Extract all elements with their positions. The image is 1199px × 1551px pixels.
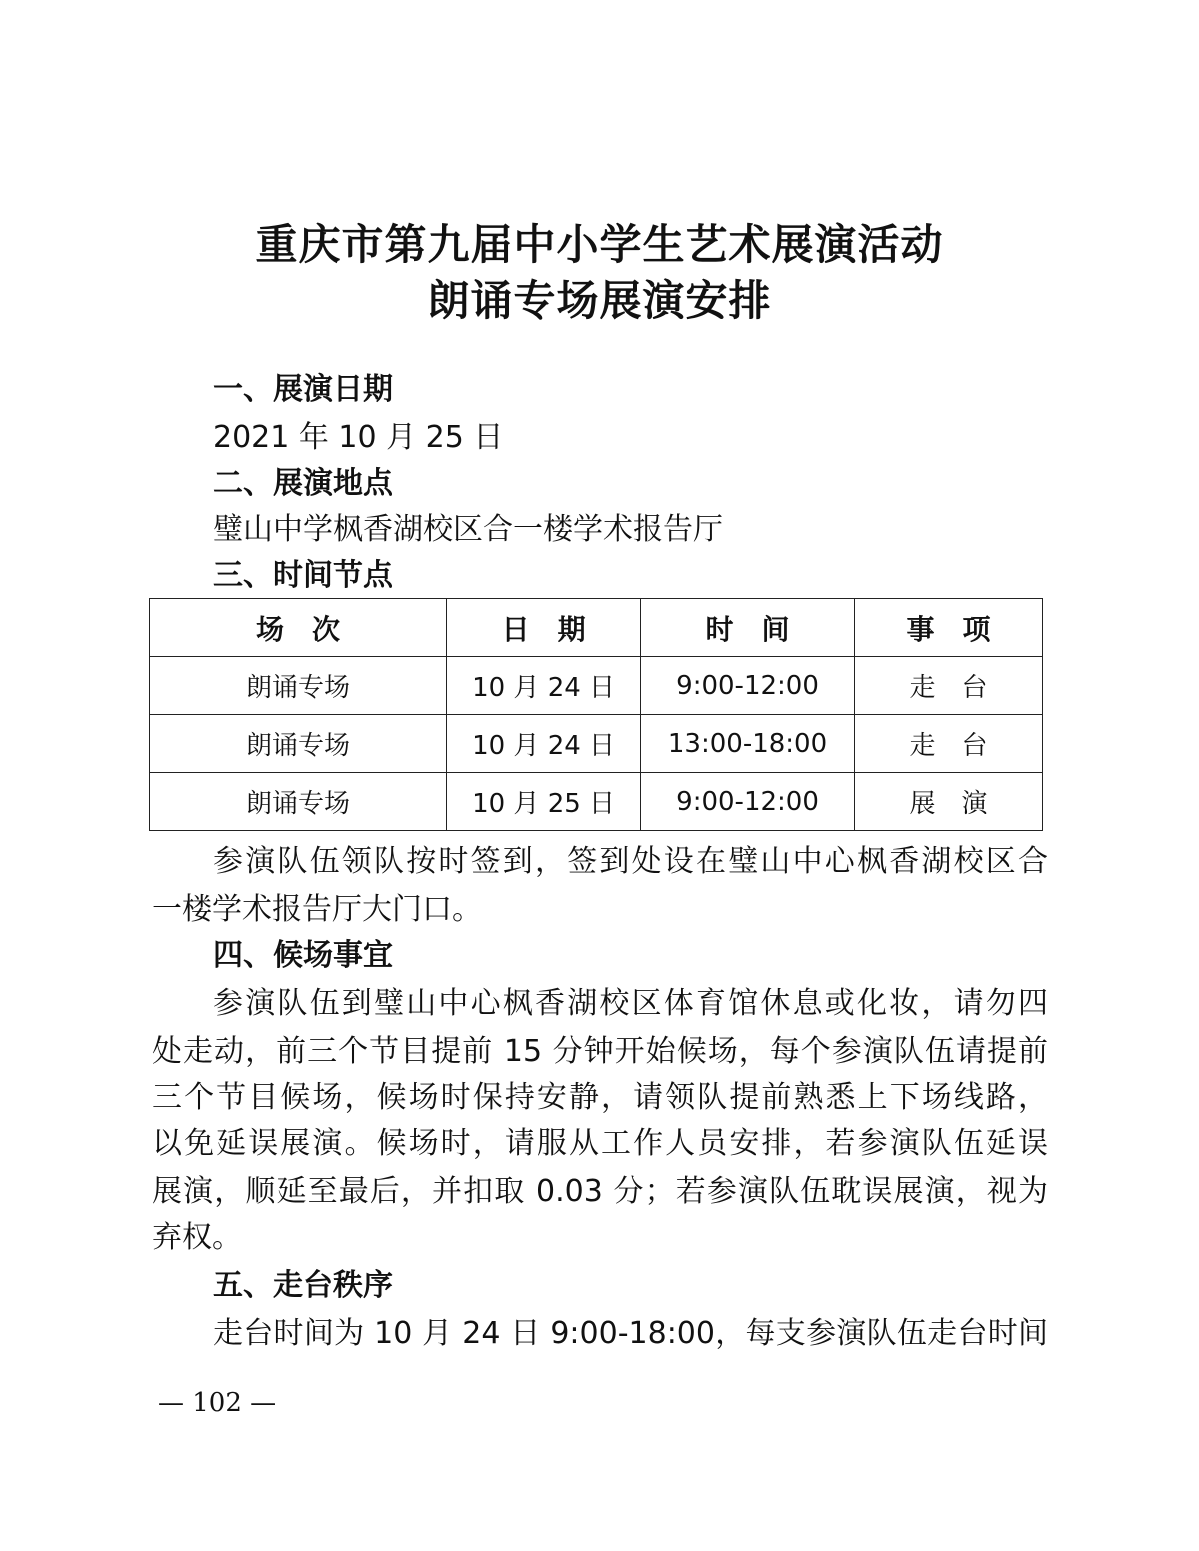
page-number: — 102 — (158, 1388, 277, 1418)
section-4-line6: 弃权。 (152, 1220, 242, 1255)
section-4-line5: 展演，顺延至最后，并扣取 0.03 分；若参演队伍耽误展演，视为 (152, 1174, 1048, 1209)
section-4-line4: 以免延误展演。候场时，请服从工作人员安排，若参演队伍延误 (152, 1126, 1048, 1161)
section-4-line2: 处走动，前三个节目提前 15 分钟开始候场，每个参演队伍请提前 (152, 1034, 1048, 1069)
section-1-heading: 一、展演日期 (213, 372, 393, 407)
table-cell: 朗诵专场 (150, 657, 447, 715)
table-cell: 走 台 (855, 657, 1043, 715)
table-cell: 走 台 (855, 715, 1043, 773)
table-row (150, 657, 1043, 715)
section-2-body: 璧山中学枫香湖校区合一楼学术报告厅 (213, 512, 723, 547)
table-cell: 13:00-18:00 (641, 715, 855, 773)
section-5-heading: 五、走台秩序 (213, 1268, 393, 1303)
section-4-line1: 参演队伍到璧山中心枫香湖校区体育馆休息或化妆，请勿四 (213, 986, 1048, 1021)
section-4-line3: 三个节目候场，候场时保持安静，请领队提前熟悉上下场线路， (152, 1080, 1048, 1115)
table-header-date: 日 期 (447, 599, 641, 657)
section-1-body: 2021 年 10 月 25 日 (213, 420, 504, 455)
table-row (150, 773, 1043, 831)
table-cell: 朗诵专场 (150, 773, 447, 831)
table-cell: 朗诵专场 (150, 715, 447, 773)
document-title-line1: 重庆市第九届中小学生艺术展演活动 (255, 220, 944, 269)
section-4-heading: 四、候场事宜 (213, 938, 393, 973)
table-header-time: 时 间 (641, 599, 855, 657)
table-header-item: 事 项 (855, 599, 1043, 657)
table-cell: 10 月 24 日 (447, 715, 641, 773)
table-cell: 9:00-12:00 (641, 773, 855, 831)
table-cell: 展 演 (855, 773, 1043, 831)
section-3-note-line1: 参演队伍领队按时签到，签到处设在璧山中心枫香湖校区合 (213, 844, 1048, 879)
table-header-session: 场 次 (150, 599, 447, 657)
schedule-table (149, 598, 1043, 831)
table-header-row (150, 599, 1043, 657)
section-5-line1: 走台时间为 10 月 24 日 9:00-18:00，每支参演队伍走台时间 (213, 1316, 1048, 1351)
document-title-line2: 朗诵专场展演安排 (427, 276, 772, 325)
section-2-heading: 二、展演地点 (213, 466, 393, 501)
table-cell: 9:00-12:00 (641, 657, 855, 715)
table-cell: 10 月 25 日 (447, 773, 641, 831)
table-cell: 10 月 24 日 (447, 657, 641, 715)
table-row (150, 715, 1043, 773)
section-3-note-line2: 一楼学术报告厅大门口。 (152, 892, 482, 927)
section-3-heading: 三、时间节点 (213, 558, 393, 593)
